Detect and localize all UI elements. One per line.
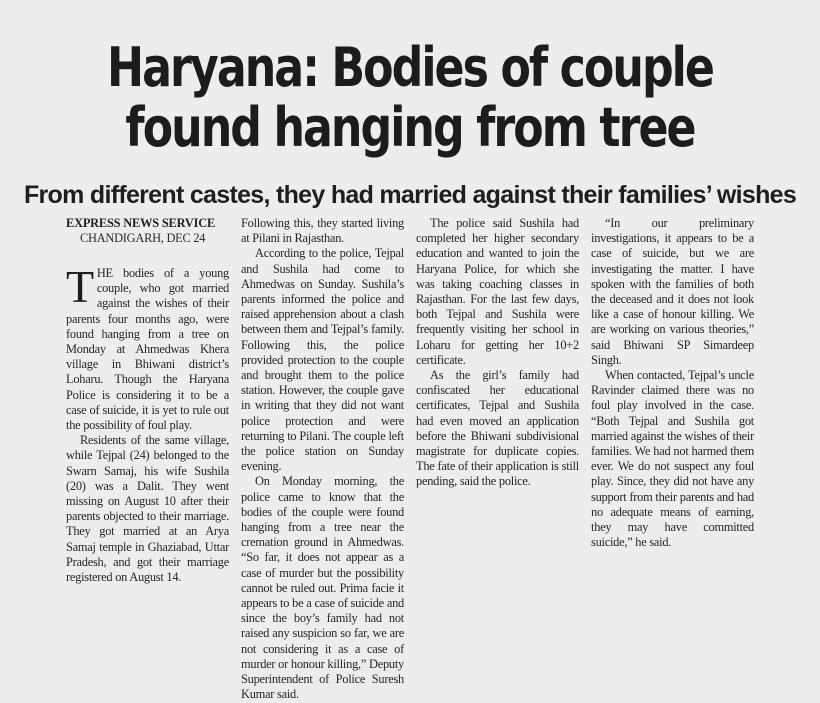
column-2 [241, 216, 404, 702]
paragraph-2: Following this, they started living at Pilani in Rajasthan. [241, 216, 404, 246]
paragraph-7: “In our preliminary investigations, it appears to be a case of suicide, but we are investigating the matter. I have spoken with the families of both the deceased and it does not look like a case of honour killing. We are working on various theories,” said Bhiwani SP Simardeep Singh. [591, 216, 754, 367]
article-body [66, 216, 754, 702]
headline-line-2: found hanging from tree [125, 96, 695, 159]
lead-paragraph [66, 261, 229, 433]
paragraph-5: The police said Sushila had completed her higher secondary education and wanted to join the Haryana Police, for which she was taking coaching classes in Rajasthan. For the last few days, both Tejpal and Sushila were frequently visiting her school in Loharu for getting her 10+2 certificate. [416, 216, 579, 367]
paragraph-3: According to the police, Tejpal and Sushila had come to Ahmedwas on Sunday. Sushila’s parents informed the police and raised apprehension about a clash between them and Tejpal’s family. Following this, the police provided protection to the couple and brought them to the police station. However, the couple gave in writing that they did not want police protection and were returning to Pilani. The couple left the police station on Sunday evening. [241, 246, 404, 474]
paragraph-4a [241, 474, 404, 702]
column-4 [591, 216, 754, 656]
subheadline: From different castes, they had married against their families’ wishes [23, 181, 797, 209]
paragraph-8: When contacted, Tejpal’s uncle Ravinder claimed there was no foul play involved in the case. “Both Tejpal and Sushila got married against the wishes of their families. We had not harmed them ever. We do not suspect any foul play. Since, they did not have any support from their parents and had no adequate means of earning, they may have committed suicide,” he said. [591, 368, 754, 550]
paragraph-6: As the girl’s family had confiscated her educational certificates, Tejpal and Sushila had even moved an application before the Bhiwani subdivisional magistrate for duplicate copies. The fate of their application is still pending, said the police. [416, 368, 579, 489]
byline: EXPRESS NEWS SERVICE [66, 216, 216, 230]
headline [90, 38, 730, 158]
column-3 [416, 216, 579, 656]
column-1 [66, 216, 229, 656]
lead-caps: HE [96, 266, 113, 280]
lead-text: bodies of a young couple, who got married against the wishes of their parents four months ago, were found hanging from a tree on Monday at Ahmedwas Khera village in Bhiwani district’s Loharu. Though the Haryana Police is considering it to be a case of suicide, it is yet to rule out the possibility of foul play. [66, 266, 229, 433]
headline-line-1: Haryana: Bodies of couple [107, 36, 713, 99]
paragraph-1: Residents of the same village, while Tejpal (24) belonged to the Swarn Samaj, his wife Sushila (20) was a Dalit. They went missing on August 10 after their parents objected to their marriage. They got married at an Arya Samaj temple in Ghaziabad, Uttar Pradesh, and got their marriage registered on August 14. [66, 433, 229, 585]
paragraph-4-text: On Monday morning, the police came to know that the bodies of the couple were found hanging from a tree near the cremation ground in Ahmedwas. “So far, it does not appear as a case of murder but the possibility cannot be ruled out. Prima facie it appears to be a case of suicide and since the boy’s family had not raised any suspicion so far, we are not considering it as a case of murder or honour killing,” Deputy Superintendent of Police Suresh Kumar said. [241, 474, 404, 702]
dateline: CHANDIGARH, DEC 24 [80, 231, 206, 245]
drop-cap: T [66, 261, 94, 312]
